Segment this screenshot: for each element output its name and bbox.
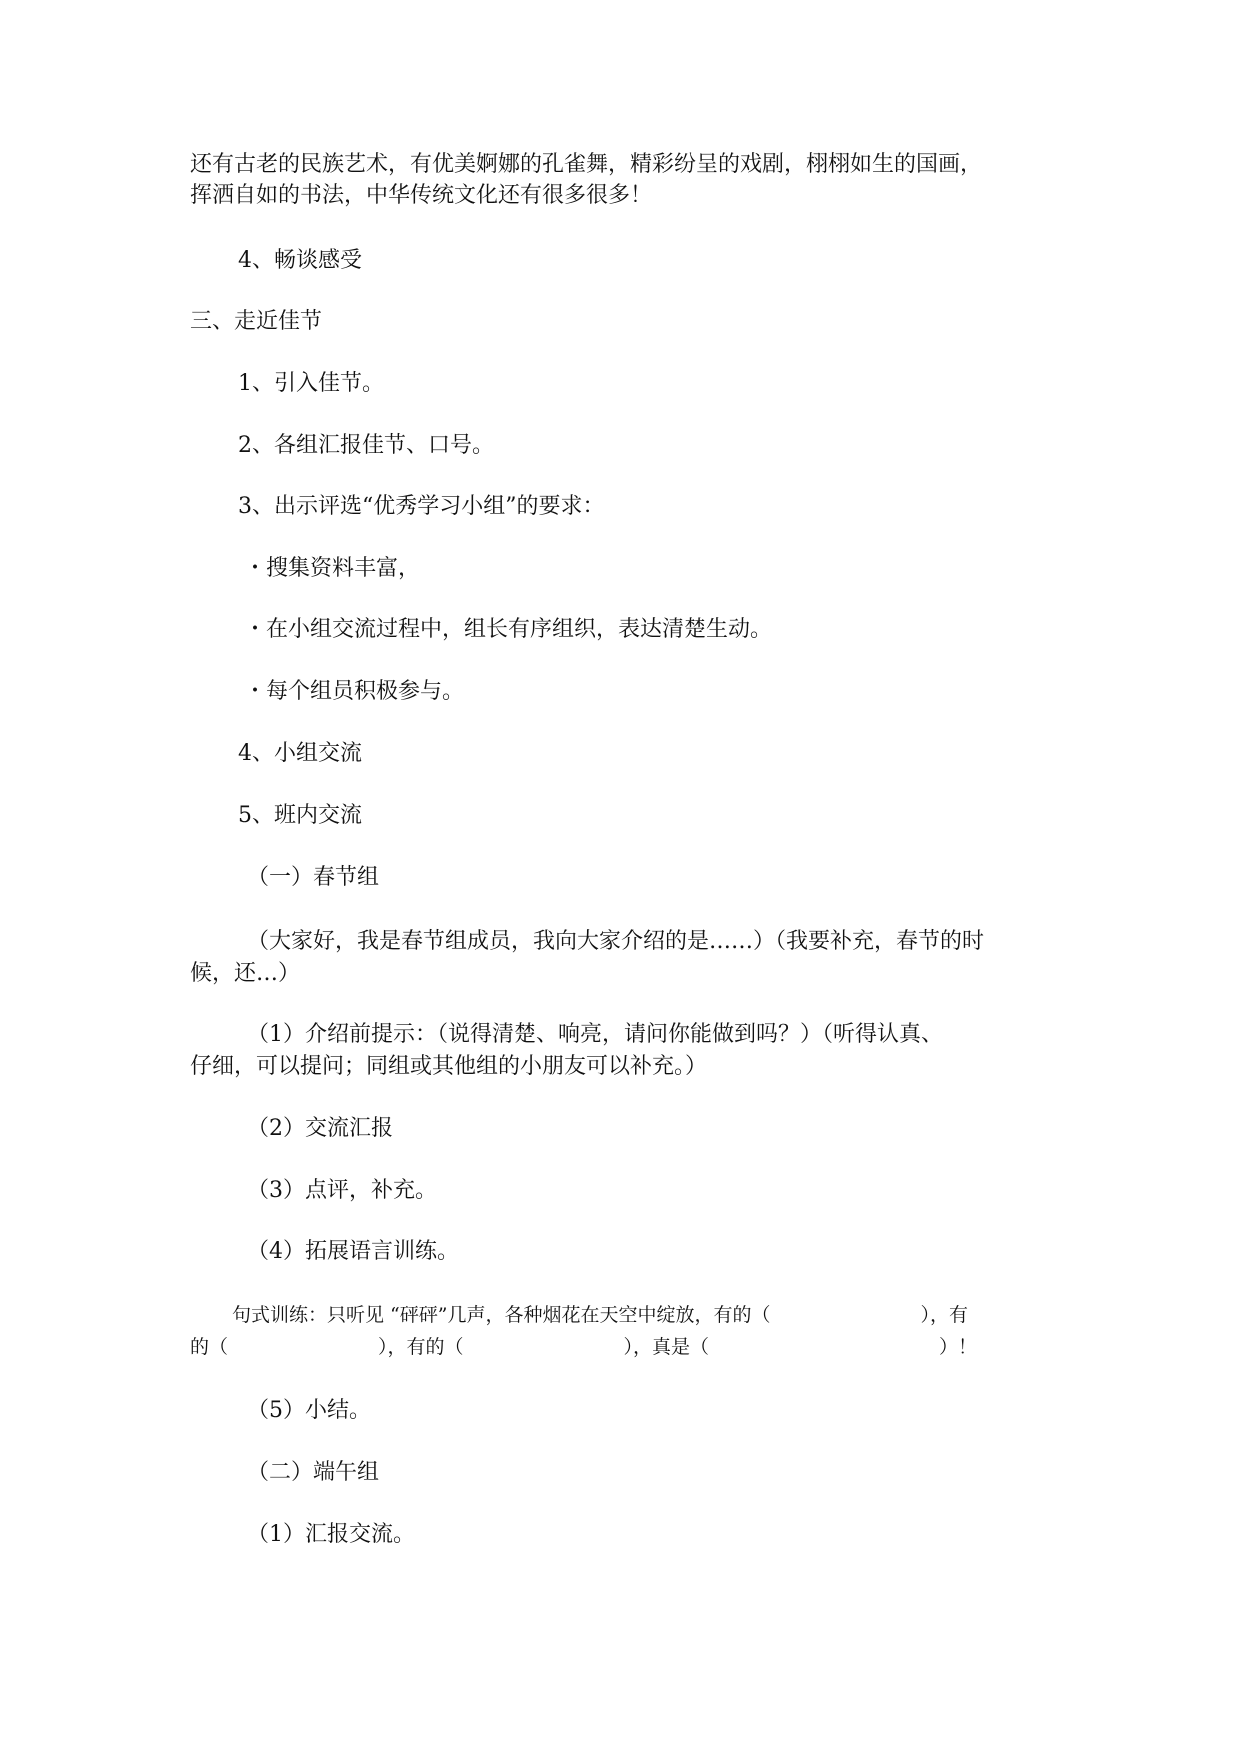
drill-text: ），有: [920, 1304, 968, 1326]
drill-text: 的（: [190, 1336, 229, 1358]
paragraph-line: 仔细，可以提问；同组或其他组的小朋友可以补充。）: [190, 1054, 708, 1079]
list-item: （2）交流汇报: [247, 1116, 393, 1141]
sentence-drill-line-1: [232, 1302, 968, 1328]
list-item: （5）小结。: [247, 1398, 371, 1423]
list-item: 3、出示评选“优秀学习小组”的要求：: [238, 494, 605, 519]
sentence-drill-line-2: [190, 1334, 977, 1360]
paragraph-line: （大家好，我是春节组成员，我向大家介绍的是……）（我要补充，春节的时: [247, 929, 985, 954]
paragraph-line: （1）介绍前提示：（说得清楚、响亮，请问你能做到吗？）（听得认真、: [247, 1022, 943, 1047]
list-item: 5、班内交流: [238, 803, 362, 828]
list-item: （1）汇报交流。: [247, 1522, 415, 1547]
list-item: 4、畅谈感受: [238, 248, 362, 273]
list-item: 4、小组交流: [238, 741, 362, 766]
list-item: （4）拓展语言训练。: [247, 1239, 459, 1264]
list-item: 2、各组汇报佳节、口号。: [238, 433, 494, 458]
bullet-item: ・搜集资料丰富，: [244, 556, 421, 581]
paragraph-line: 候，还…）: [190, 961, 301, 986]
bullet-item: ・在小组交流过程中，组长有序组织，表达清楚生动。: [244, 617, 773, 642]
list-item: 1、引入佳节。: [238, 371, 384, 396]
drill-text: ）！: [939, 1336, 978, 1358]
drill-text: ），有的（: [378, 1336, 464, 1358]
list-item: （3）点评，补充。: [247, 1178, 437, 1203]
bullet-item: ・每个组员积极参与。: [244, 679, 465, 704]
section-heading: 三、走近佳节: [190, 309, 323, 334]
sub-heading: （二）端午组: [247, 1460, 380, 1485]
drill-text: ），真是（: [623, 1336, 710, 1358]
paragraph-line: 还有古老的民族艺术，有优美婀娜的孔雀舞，精彩纷呈的戏剧，栩栩如生的国画，: [190, 152, 983, 177]
sub-heading: （一）春节组: [247, 865, 380, 890]
drill-text: 句式训练：只听见 “砰砰”几声，各种烟花在天空中绽放，有的（: [232, 1304, 771, 1326]
paragraph-line: 挥洒自如的书法，中华传统文化还有很多很多！: [190, 183, 653, 208]
